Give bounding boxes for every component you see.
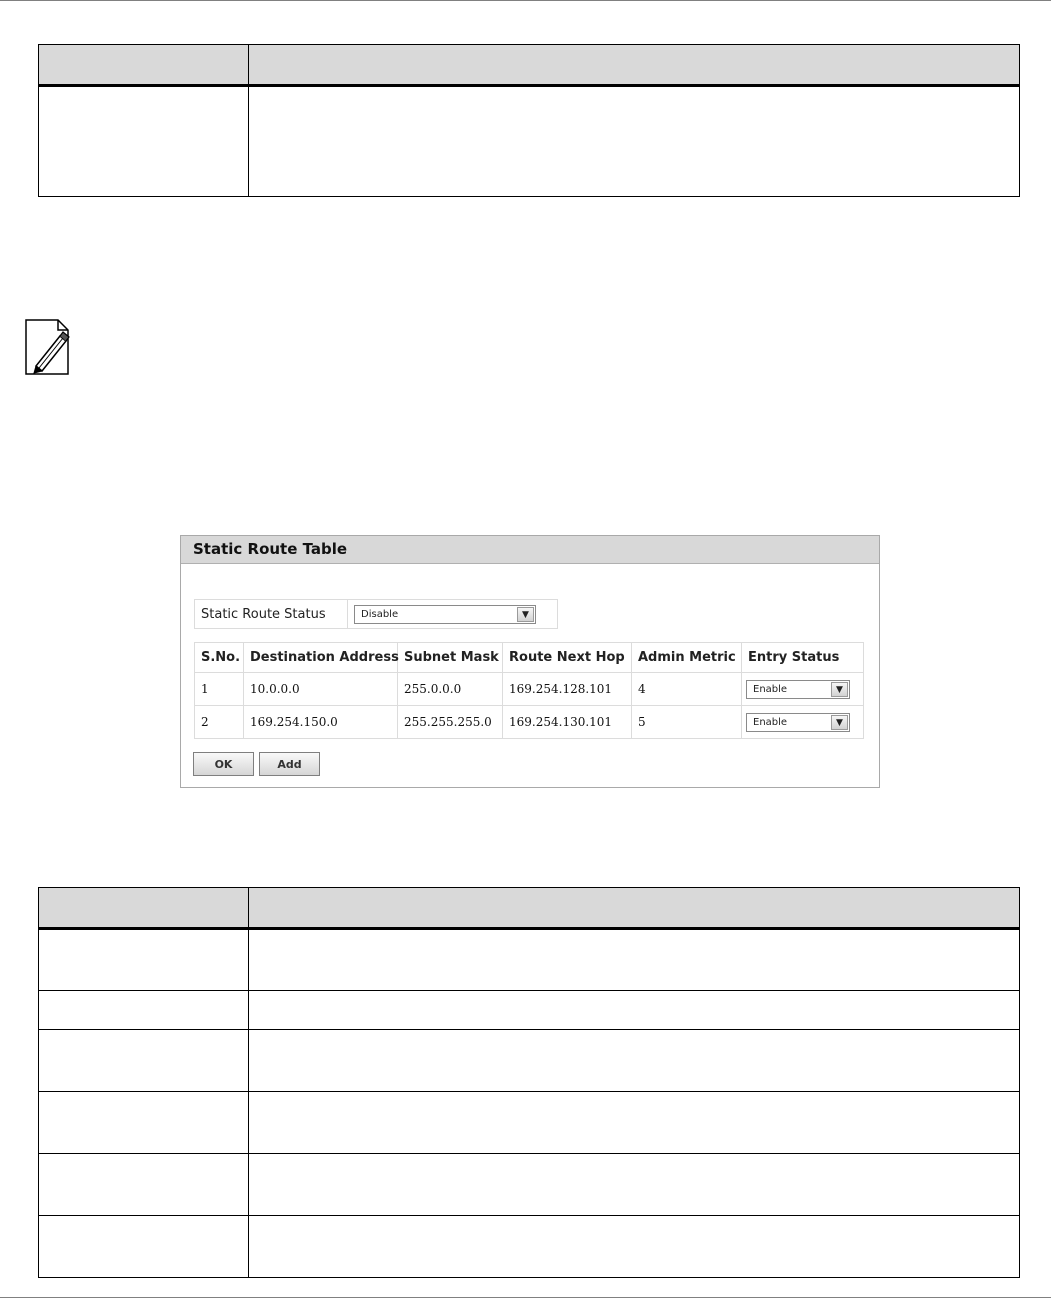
doc-table-cell	[249, 1216, 1020, 1278]
doc-table-header-row	[39, 888, 1020, 929]
doc-table-cell	[249, 929, 1020, 991]
col-header-admin-metric: Admin Metric	[632, 643, 742, 673]
doc-table-row	[39, 1030, 1020, 1092]
ok-button[interactable]: OK	[193, 752, 254, 776]
doc-table-cell	[39, 929, 249, 991]
table-row	[195, 706, 864, 739]
cell-subnet-mask: 255.255.255.0	[398, 706, 503, 739]
cell-subnet-mask: 255.0.0.0	[398, 673, 503, 706]
doc-table-header-cell	[249, 45, 1020, 86]
chevron-down-icon[interactable]: ▼	[831, 682, 848, 697]
doc-table-bottom	[38, 887, 1020, 1278]
page-top-rule	[0, 0, 1051, 1]
cell-admin-metric: 5	[632, 706, 742, 739]
doc-table-cell	[39, 1216, 249, 1278]
doc-table-header-cell	[39, 888, 249, 929]
chevron-down-icon[interactable]: ▼	[517, 607, 534, 622]
add-button[interactable]: Add	[259, 752, 320, 776]
cell-admin-metric: 4	[632, 673, 742, 706]
cell-entry-status	[742, 673, 864, 706]
doc-table-cell	[39, 86, 249, 197]
page-bottom-rule	[0, 1297, 1051, 1298]
doc-table-cell	[249, 86, 1020, 197]
doc-table-cell	[39, 1030, 249, 1092]
doc-table-top	[38, 44, 1020, 197]
entry-status-value: Enable	[753, 683, 788, 695]
col-header-next-hop: Route Next Hop	[503, 643, 632, 673]
doc-table-cell	[249, 1092, 1020, 1154]
doc-table-row	[39, 991, 1020, 1030]
cell-next-hop: 169.254.130.101	[503, 706, 632, 739]
doc-table-row	[39, 1154, 1020, 1216]
note-pencil-icon	[22, 318, 74, 378]
col-header-subnet-mask: Subnet Mask	[398, 643, 503, 673]
doc-table-cell	[39, 1154, 249, 1216]
static-route-status-select[interactable]	[354, 605, 536, 624]
static-route-status-value: Disable	[361, 608, 399, 620]
doc-table-header-cell	[249, 888, 1020, 929]
doc-table-cell	[249, 991, 1020, 1030]
doc-table-row	[39, 1092, 1020, 1154]
doc-table-cell	[39, 1092, 249, 1154]
entry-status-value: Enable	[753, 716, 788, 728]
panel-title: Static Route Table	[181, 536, 879, 564]
route-table-header-row	[195, 643, 864, 673]
cell-destination: 169.254.150.0	[244, 706, 398, 739]
cell-next-hop: 169.254.128.101	[503, 673, 632, 706]
static-route-status-label: Static Route Status	[195, 600, 348, 628]
table-row	[195, 673, 864, 706]
cell-sno: 2	[195, 706, 244, 739]
doc-table-row	[39, 929, 1020, 991]
cell-destination: 10.0.0.0	[244, 673, 398, 706]
doc-table-cell	[39, 991, 249, 1030]
cell-sno: 1	[195, 673, 244, 706]
route-table	[194, 642, 864, 739]
col-header-entry-status: Entry Status	[742, 643, 864, 673]
chevron-down-icon[interactable]: ▼	[831, 715, 848, 730]
static-route-table-panel	[180, 535, 880, 788]
doc-table-header-cell	[39, 45, 249, 86]
entry-status-select[interactable]	[746, 713, 850, 732]
col-header-sno: S.No.	[195, 643, 244, 673]
doc-table-header-row	[39, 45, 1020, 86]
doc-table-row	[39, 86, 1020, 197]
doc-table-cell	[249, 1030, 1020, 1092]
static-route-status-row	[194, 599, 558, 629]
col-header-destination: Destination Address	[244, 643, 398, 673]
cell-entry-status	[742, 706, 864, 739]
doc-table-row	[39, 1216, 1020, 1278]
entry-status-select[interactable]	[746, 680, 850, 699]
doc-table-cell	[249, 1154, 1020, 1216]
